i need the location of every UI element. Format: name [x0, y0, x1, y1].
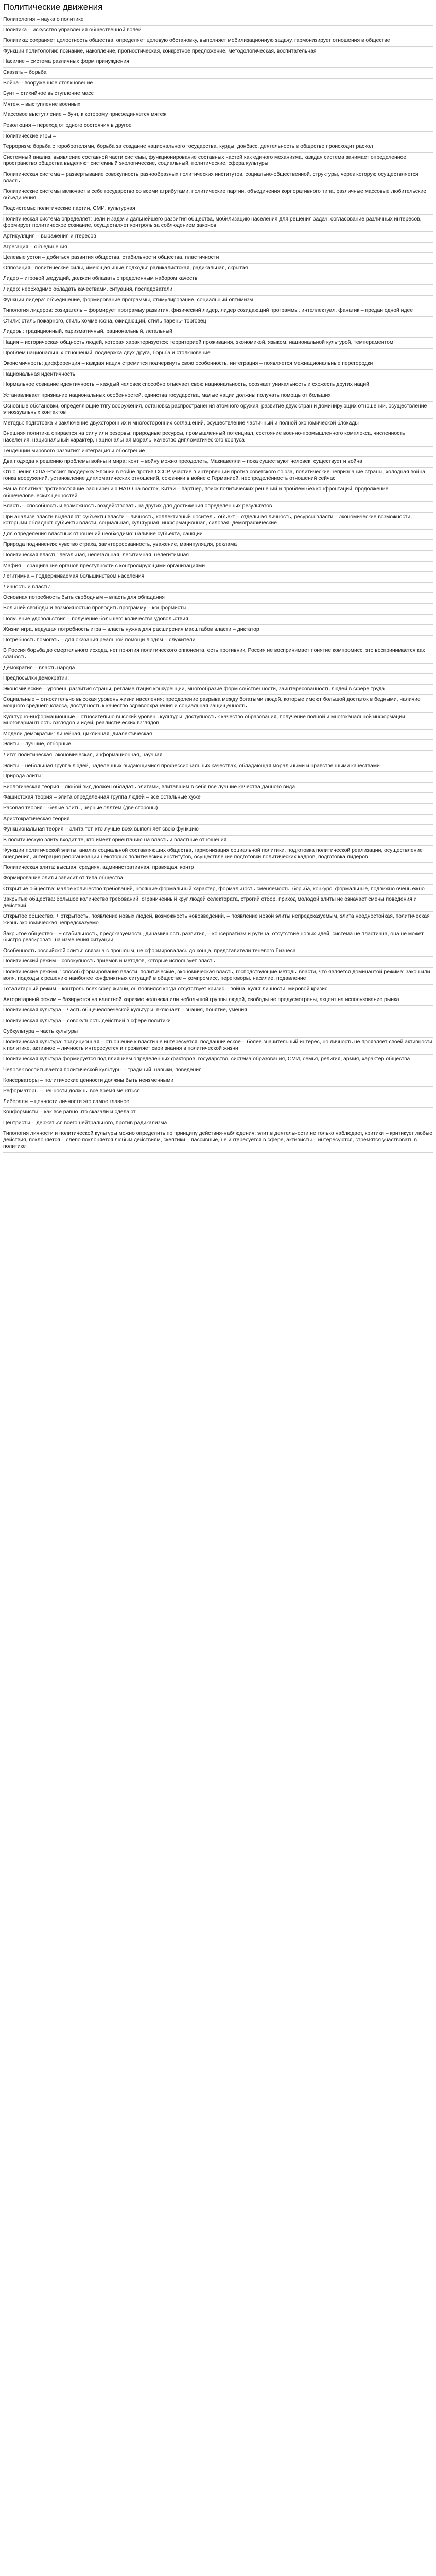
list-item: Легитимна – поддерживаемая большинством населения — [3, 572, 433, 583]
list-item: Человек воспитывается политической культуры – традиций, навыки, поведения — [3, 1065, 433, 1076]
list-item: Лидер: необходимо обладать качествами, ситуация, последователи — [3, 285, 433, 296]
list-item: Два подхода к решению проблемы войны и мира: конт – войну можно преодолеть, Макиавелли – пока существуют человек, существует и война — [3, 457, 433, 468]
list-item: Нормальное сознание идентичность – каждый человек способно отмечает свою национальность, осознает уникальность и схожесть других наций — [3, 380, 433, 391]
list-item: Для определения властных отношений необходимо: наличие субъекта, санкции — [3, 530, 433, 540]
list-item: Мятеж – выступление военных — [3, 100, 433, 111]
list-item: Терроризм: борьба с горобротелями, борьба за создание национального государства, курды, донбасс, деятельность в обществе происходит раскол — [3, 142, 433, 153]
list-item: Конформисты – как все равно что сказали и сделают — [3, 1108, 433, 1118]
list-item: Расовая теория – белые элиты, черные эллтем (две стороны) — [3, 804, 433, 815]
list-item: Жизни игра, ведущая потребность игра – власть нужна для расширения масштабов власти – диктатор — [3, 625, 433, 636]
list-item: При анализе власти выделяют: субъекты власти – личность, коллективный носитель, объект – отдельная личность, ресурсы власти – экономические возможности, которыми обладают субъекты власти, социальная, культурная, информационная, силовая, демографические — [3, 513, 433, 530]
list-item: Функции лидера: объединение, формирование программы, стимулирование, социальный оптимизм — [3, 296, 433, 307]
list-item: Либералы – ценности личности это самое главное — [3, 1097, 433, 1108]
list-item: Политический режим – совокупность приемов и методов, которые использует власть — [3, 957, 433, 968]
list-item: Личность и власть: — [3, 583, 433, 594]
list-item: Предпосылки демократии: — [3, 674, 433, 685]
list-item: Закрытые общества: большое количество требований, ограниченный круг людей селектората, строгий отбор, приход молодой элиты не означает смены поведения и действий — [3, 895, 433, 912]
list-item: Открытые общества: малое количество требований, носящие формальный характер, формальность сменяемость, борьба, конкурс, формальные, подвижно очень ежно — [3, 885, 433, 895]
list-item: Основная потребность быть свободным – власть для обладания — [3, 593, 433, 604]
list-item: Модели демократии: линейная, цикличная, диалектическая — [3, 730, 433, 740]
list-item: Национальная идентичность — [3, 370, 433, 381]
list-item: Политические игры – — [3, 132, 433, 143]
list-item: Природа подчинения: чувство страха, заинтересованность, уважение, манипуляция, реклама — [3, 540, 433, 551]
list-item: Внешняя политика опирается на силу или резервы: природные ресурсы, промышленный потенциал, состояние военно-промышленного комплекса, численность населения, национальный характер, национальная мораль, качество дипломатического корпуса — [3, 429, 433, 446]
list-item: Подсистемы: политические партии, СМИ, культурная — [3, 204, 433, 215]
list-item: Политическая культура: традиционная – отношение к власти не интересуется, подданническое – более значительный интерес, но личность не проявляет своей активности к политике, активное – личность интересуется и проявляет свои знания в политической жизни — [3, 1038, 433, 1055]
list-item: Типология личности и политической культуры можно определить по принципу действия-наблюдения: элит в деятельности не только наблюдает, критики – критикует любые действия, поклоняется – слепо поклоняется любым действиям, скептики – пассивные, не интересуется в сфере, активисты – интересуются, стремятся участвовать в политике — [3, 1129, 433, 1153]
list-item: Биологическая теория – любой вид должен обладать элитами, влитавшим в себя все лучшие качества данного вида — [3, 783, 433, 793]
list-item: Аристократическая теория — [3, 815, 433, 825]
document-page — [0, 0, 436, 1156]
list-item: Экономичность: дифференция – каждая нация стремится подчеркнуть свою особенность, интеграция – появляется межнациональные перегородки — [3, 359, 433, 370]
list-item: Открытое общество, + открытость, появление новых людей, возможность нововведений, – появление новой элиты непредсказуемым, элита неодностойкая, политическая жизнь экономическая непредсказуемо — [3, 912, 433, 929]
list-item: Получение удовольствия – получение большего количества удовольствия — [3, 615, 433, 625]
list-item: Потребность помогать – для оказания реальной помощи людям – служители — [3, 636, 433, 647]
list-item: Элиты – небольшая группа людей, наделенных выдающимися профессиональных качествах, обладающая моральными и нравственными качествами — [3, 761, 433, 772]
list-item: Тенденции мирового развития: интеграция и обострение — [3, 447, 433, 457]
list-item: Консерваторы – политические ценности должны быть неизменными — [3, 1076, 433, 1087]
list-item: Политические режимы: способ формирования власти, политические, экономическая власть, господствующие методы власти, что является доминантой режима: закон или воля, подходы к решению наиболее конфликтных ситуаций в обществе – компромисс, переговоры, насилие, подавление — [3, 968, 433, 985]
list-item: Закрытое общество – + стабильность, предсказуемость, динамичность развития, – консерватизм и рутина, отсутствие новых идей, система не пластична, она не может быстро реагировать на изменения ситуации — [3, 929, 433, 946]
list-item: Основные обстановки, определяющие тягу вооружения, остановка распространения атомного оружия, развитие двух стран и доминирующих отношений, осуществление этноэзуальных контактов — [3, 402, 433, 419]
list-item: Артикуляция – выражения интересов — [3, 232, 433, 243]
list-item: Политология – наука о политике — [3, 15, 433, 26]
list-item: Функции политологии: познание, накопление, прогностическая, конкретное предложение, методологическая, воспитательная — [3, 47, 433, 58]
list-item: Социальные – относительно высокая уровень жизни населения; преодоление разрыва между богатыми людей, которые имеют большой достаток в бедными, наличие мощного среднего класса, доступность к качество здравоохранения и социальная защищенность — [3, 695, 433, 712]
list-item: Агрегация – объединения — [3, 243, 433, 253]
list-item: Функциональная теория – элита тот, кто лучше всех выполняет свою функцию — [3, 825, 433, 836]
list-item: Большей свободы и возможностью проводить программу – конформисты — [3, 604, 433, 615]
list-item: Особенность российской элиты: связана с прошлым, не сформировалась до конца, представители теневого бизнеса — [3, 946, 433, 957]
list-item: Лидер – игровой ,ведущий, должен обладать определенным набором качеств — [3, 274, 433, 285]
list-item: Политическая культура формируется под влиянием определенных факторов: государство, система образования, СМИ, семья, религия, армия, характер общества — [3, 1055, 433, 1065]
list-item: Тоталитарный режим – контроль всех сфер жизни, он появился когда отсутствует кризис – война, культ личности, мировой кризис — [3, 985, 433, 995]
list-item: Элиты – лучшие, отборные — [3, 740, 433, 751]
list-item: Революция – переход от одного состояния в другое — [3, 121, 433, 132]
list-item: Лидеры: традиционный, харизматичный, рациональный, легальный — [3, 327, 433, 338]
list-item: Наша политика: противостояние расширению НАТО на восток, Китай – партнер, поиск политических решений и проблем без конфронтаций, продолжение общечеловеческих ценностей — [3, 485, 433, 502]
list-item: Целевые устои – добиться развития общества, стабильности общества, пластичности — [3, 253, 433, 264]
list-item: Функции политической элиты: анализ социальной составляющих общества, гармонизация социальной политики, подготовка политической реализации, осуществление внедрения, интеграция реорганизации некоторых политических институтов, осуществление подготовки политических кадров, подготовка лидеров — [3, 846, 433, 863]
list-item: Политическая система определяет: цели и задачи дальнейшего развития общества, мобилизацию населения для решения задач, согласование различных интересов, формирует политическое сознание, осуществляет контроль за соблюдением законов — [3, 215, 433, 232]
list-item: Субкультура – часть культуры — [3, 1027, 433, 1038]
list-item: Война – вооруженное столкновение — [3, 79, 433, 90]
list-item: Методы: подготовка и заключение двухсторонних и многосторонних соглашений, осуществление частичный и полной экономической блокады — [3, 419, 433, 430]
list-item: Массовое выступление – бунт, к которому присоединяется мятеж — [3, 110, 433, 121]
list-item: Сказать – борьба — [3, 68, 433, 79]
list-item: Нация – историческая общность людей, которая характеризуется: территорией проживания, экономикой, языком, национальной культурой, темпераментом — [3, 338, 433, 349]
list-item: Типология лидеров: созидатель – формирует программу развития, физический лидер, лидер созидающий программы, интеллектуал, фанатик – предан одной идее — [3, 306, 433, 317]
list-item: Устанавливает признание национальных особенностей, единства государства, малые нации должны получать помощь от больших — [3, 391, 433, 402]
list-item: Экономические – уровень развития страны, регламентация конкуренции, многообразие форм собственности, заинтересованность людей в сфере труда — [3, 685, 433, 696]
list-item: Системный анализ: выявление составной части системы, функционирование составных частей как единого механизма, каждая система занимает определенное пространство общества выделяют системный экологические, социальный, политические, сфера культуры — [3, 153, 433, 170]
list-item: В Россия борьба до смертельного исхода, нет понятия политического оппонента, есть противник, Россия не воспринимает понятие компромисс, это воспринимается как слабость — [3, 646, 433, 663]
list-item: Политическая культура – совокупность действий в сфере политики — [3, 1016, 433, 1027]
list-item: Оппозиция– политические силы, имеющая иные подходы: радикалистская, радикальная, скрытая — [3, 264, 433, 275]
list-item: Реформаторы – ценности должны все время меняться — [3, 1087, 433, 1097]
list-item: Культурно-информационные – относительно высокий уровень культуры, доступность к качество образования, получение полной и многоканальной информации, многовариантность взглядов и идей, реалистических взглядов — [3, 713, 433, 730]
list-item: Центристы – держаться всего нейтрального, против радикализма — [3, 1118, 433, 1129]
page-title: Политические движения — [3, 2, 103, 12]
list-item: Политическая культура – часть общечеловеческой культуры, включает – знания, понятие, умения — [3, 1006, 433, 1016]
list-item: Формирование элиты зависит от типа общества — [3, 874, 433, 885]
list-item: Мафия – сращивание органов преступности с контролирующими организациями — [3, 562, 433, 572]
list-item: Власть – способность и возможность воздействовать на других для достижения определенных результатов — [3, 502, 433, 513]
list-item: Демократия – власть народа — [3, 664, 433, 674]
list-item: Фашистская теория – элита определенная группа людей – все остальные хуже — [3, 793, 433, 804]
list-item: Стили: стиль пожарного, стиль хомменсона, ожидающий, стиль парень- торговец — [3, 317, 433, 328]
list-item: Проблем национальных отношений: поддержка двух друга, борьба и столкновение — [3, 349, 433, 360]
list-item: Насилие – система различных форм принуждения — [3, 57, 433, 68]
list-item: Политическая система – развертывание совокупность разнообразных политических институтов, социально-общественной, структуры, через которую осуществляется власть — [3, 170, 433, 187]
list-item: Авторитарный режим – базируется на властной харизме человека или небольшой группы людей, свободы не предусмотрены, акцент на использование рынка — [3, 995, 433, 1006]
list-item: Природа элиты: — [3, 772, 433, 783]
list-item: Политика: сохраняет целостность общества, определяет целевую обстановку, выполняет мобилизационную задачу, гармонизирует отношения в обществе — [3, 36, 433, 47]
list-item: Отношения США-Россия: поддержку Японии в войне против СССР, участие в интервенции против советского союза, политические непризнание страны, холодная война, гонка вооружений, установление дипломатических отношений, союзники в войне с Германией, неопределённость отношений сейчас — [3, 468, 433, 485]
list-item: Литл: политическая, экономическая, информационная, научная — [3, 751, 433, 761]
list-item: Политика – искусство управления общественной волей — [3, 26, 433, 37]
list-item: Политические системы включает в себе государство со всеми атрибутами, политические партии, объединения корпоративного типа, различные массовые любительские объединения — [3, 187, 433, 204]
list-item: Бунт – стихийное выступление масс — [3, 89, 433, 100]
list-item: В политическую элиту входит те, кто имеет ориентацию на власть и властные отношения — [3, 836, 433, 846]
entry-list — [3, 15, 433, 1153]
list-item: Политическая власть: легальная, нелегальная, легитимная, нелегитимная — [3, 551, 433, 562]
list-item: Политическая элита: высшая, средняя, административная, правящая, контр — [3, 863, 433, 874]
